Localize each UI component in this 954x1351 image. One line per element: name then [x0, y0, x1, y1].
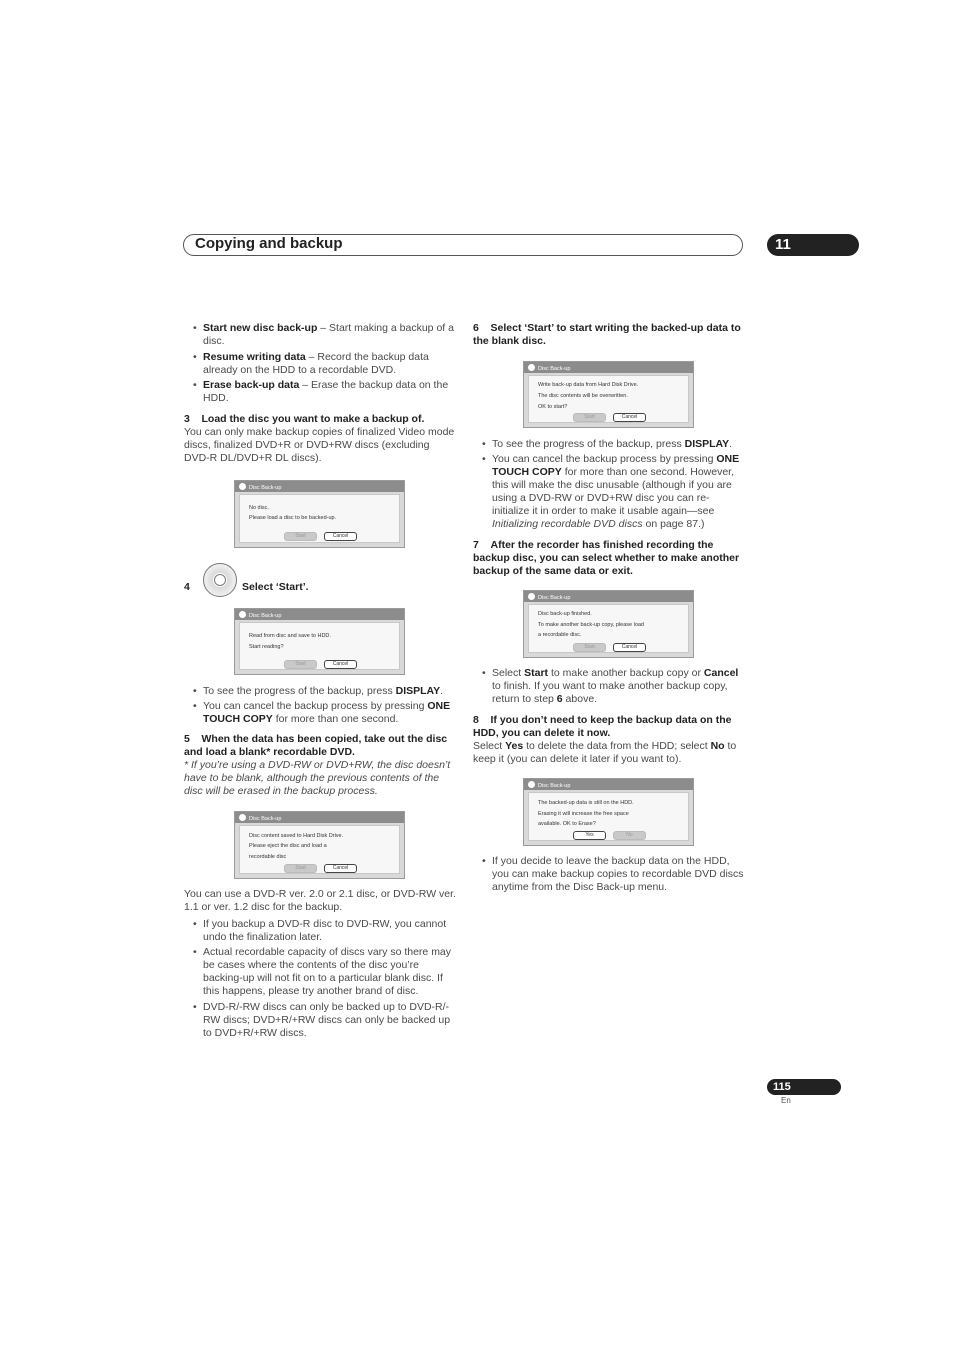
step-3-heading: 3 Load the disc you want to make a backup of. [184, 413, 425, 425]
disc-backup-screen-write [523, 361, 694, 428]
screen-line: To make another back-up copy, please load [538, 622, 644, 628]
cancel-button[interactable]: Cancel [613, 413, 646, 422]
disc-backup-screen-no-disc [234, 480, 405, 548]
screen-line: Write back-up data from Hard Disk Drive. [538, 382, 639, 388]
step-5-note: * If you’re using a DVD-RW or DVD+RW, the disc doesn’t have to be blank, although the previous contents of the disc will be erased in the backup process. [184, 759, 451, 797]
disc-icon [528, 781, 535, 788]
screen-line: a recordable disc. [538, 632, 582, 638]
screen-line: Start reading? [249, 644, 284, 650]
step-4-heading: Select ‘Start’. [242, 581, 309, 593]
step-8-body: Select Yes to delete the data from the HDD; select No to keep it (you can delete it later if you want to). [473, 740, 737, 765]
list-item: • Select Start to make another backup copy or Cancel to finish. If you want to make another backup copy, return to step 6 above. [482, 667, 739, 705]
list-item: • To see the progress of the backup, press DISPLAY. [482, 438, 733, 450]
list-item: • If you decide to leave the backup data on the HDD, you can make backup copies to recordable DVD discs anytime from the Disc Back-up menu. [482, 855, 744, 893]
screen-line: The disc contents will be overwritten. [538, 393, 628, 399]
list-item: • To see the progress of the backup, press DISPLAY. [193, 685, 444, 697]
cancel-button[interactable]: Cancel [324, 660, 357, 669]
screen-titlebar: Disc Back-up [524, 362, 693, 373]
list-item: • You can cancel the backup process by pressing ONE TOUCH COPY for more than one second. However, this will make the disc unusable (although if you are using a DVD-RW or DVD+RW disc you can re-initialize it in order to make it usable again—see Initializing recordable DVD discs on page 87.) [482, 453, 740, 530]
page-number: 115 [773, 1081, 791, 1093]
disc-backup-screen-finished [523, 590, 694, 658]
start-button[interactable]: Start [573, 413, 606, 422]
screen-titlebar: Disc Back-up [235, 609, 404, 620]
screen-line: Read from disc and save to HDD. [249, 633, 331, 639]
page-title: Copying and backup [195, 235, 343, 252]
list-item: • You can cancel the backup process by pressing ONE TOUCH COPY for more than one second. [193, 700, 451, 725]
screen-line: No disc. [249, 505, 269, 511]
list-item: • Resume writing data – Record the backup data already on the HDD to a recordable DVD. [193, 351, 429, 376]
list-item: • DVD-R/-RW discs can only be backed up to DVD-R/-RW discs; DVD+R/+RW discs can only be backed up to DVD+R/+RW discs. [193, 1001, 451, 1039]
screen-line: Disc back-up finished. [538, 611, 592, 617]
screen-line: The backed-up data is still on the HDD. [538, 800, 634, 806]
disc-backup-screen-saved [234, 811, 405, 879]
enter-button-icon [214, 574, 226, 586]
disc-icon [528, 364, 535, 371]
screen-titlebar: Disc Back-up [235, 812, 404, 823]
disc-backup-screen-erase [523, 778, 694, 846]
step-6-heading: 6 Select ‘Start’ to start writing the backed-up data to the blank disc. [473, 322, 741, 347]
step-4-number: 4 [184, 581, 190, 593]
step-8-heading: 8 If you don’t need to keep the backup data on the HDD, you can delete it now. [473, 714, 732, 739]
cancel-button[interactable]: Cancel [324, 532, 357, 541]
start-button[interactable]: Start [284, 660, 317, 669]
list-item: • If you backup a DVD-R disc to DVD-RW, you cannot undo the finalization later. [193, 918, 447, 943]
screen-line: OK to start? [538, 404, 568, 410]
list-item: • Start new disc back-up – Start making a backup of a disc. [193, 322, 454, 347]
no-button[interactable]: No [613, 831, 646, 840]
screen-titlebar: Disc Back-up [524, 591, 693, 602]
cancel-button[interactable]: Cancel [324, 864, 357, 873]
screen-line: Disc content saved to Hard Disk Drive. [249, 833, 344, 839]
disc-icon [239, 611, 246, 618]
list-item: • Erase back-up data – Erase the backup data on the HDD. [193, 379, 449, 404]
step-3-body: You can only make backup copies of finalized Video mode discs, finalized DVD+R or DVD+RW discs (excluding DVD-R DL/DVD+R DL discs). [184, 426, 455, 464]
disc-version-paragraph: You can use a DVD-R ver. 2.0 or 2.1 disc, or DVD-RW ver. 1.1 or ver. 1.2 disc for the backup. [184, 888, 456, 913]
disc-icon [239, 814, 246, 821]
screen-line: Please load a disc to be backed-up. [249, 515, 337, 521]
cancel-button[interactable]: Cancel [613, 643, 646, 652]
yes-button[interactable]: Yes [573, 831, 606, 840]
disc-icon [528, 593, 535, 600]
screen-line: available. OK to Erase? [538, 821, 596, 827]
screen-line: Please eject the disc and load a [249, 843, 327, 849]
screen-line: Erasing it will increase the free space [538, 811, 629, 817]
screen-line: recordable disc [249, 854, 287, 860]
step-5-heading: 5 When the data has been copied, take out the disc and load a blank* recordable DVD. [184, 733, 448, 758]
list-item: • Actual recordable capacity of discs vary so there may be cases where the contents of the disc you’re backing-up will not fit on to a particular blank disc. If this happens, please try another brand of disc. [193, 946, 452, 997]
screen-titlebar: Disc Back-up [524, 779, 693, 790]
step-7-heading: 7 After the recorder has finished recording the backup disc, you can select whether to make another backup of the same data or exit. [473, 539, 740, 577]
start-button[interactable]: Start [284, 532, 317, 541]
start-button[interactable]: Start [284, 864, 317, 873]
start-button[interactable]: Start [573, 643, 606, 652]
chapter-number: 11 [775, 236, 791, 253]
disc-backup-screen-read [234, 608, 405, 675]
screen-titlebar: Disc Back-up [235, 481, 404, 492]
language-label: En [781, 1096, 791, 1105]
disc-icon [239, 483, 246, 490]
